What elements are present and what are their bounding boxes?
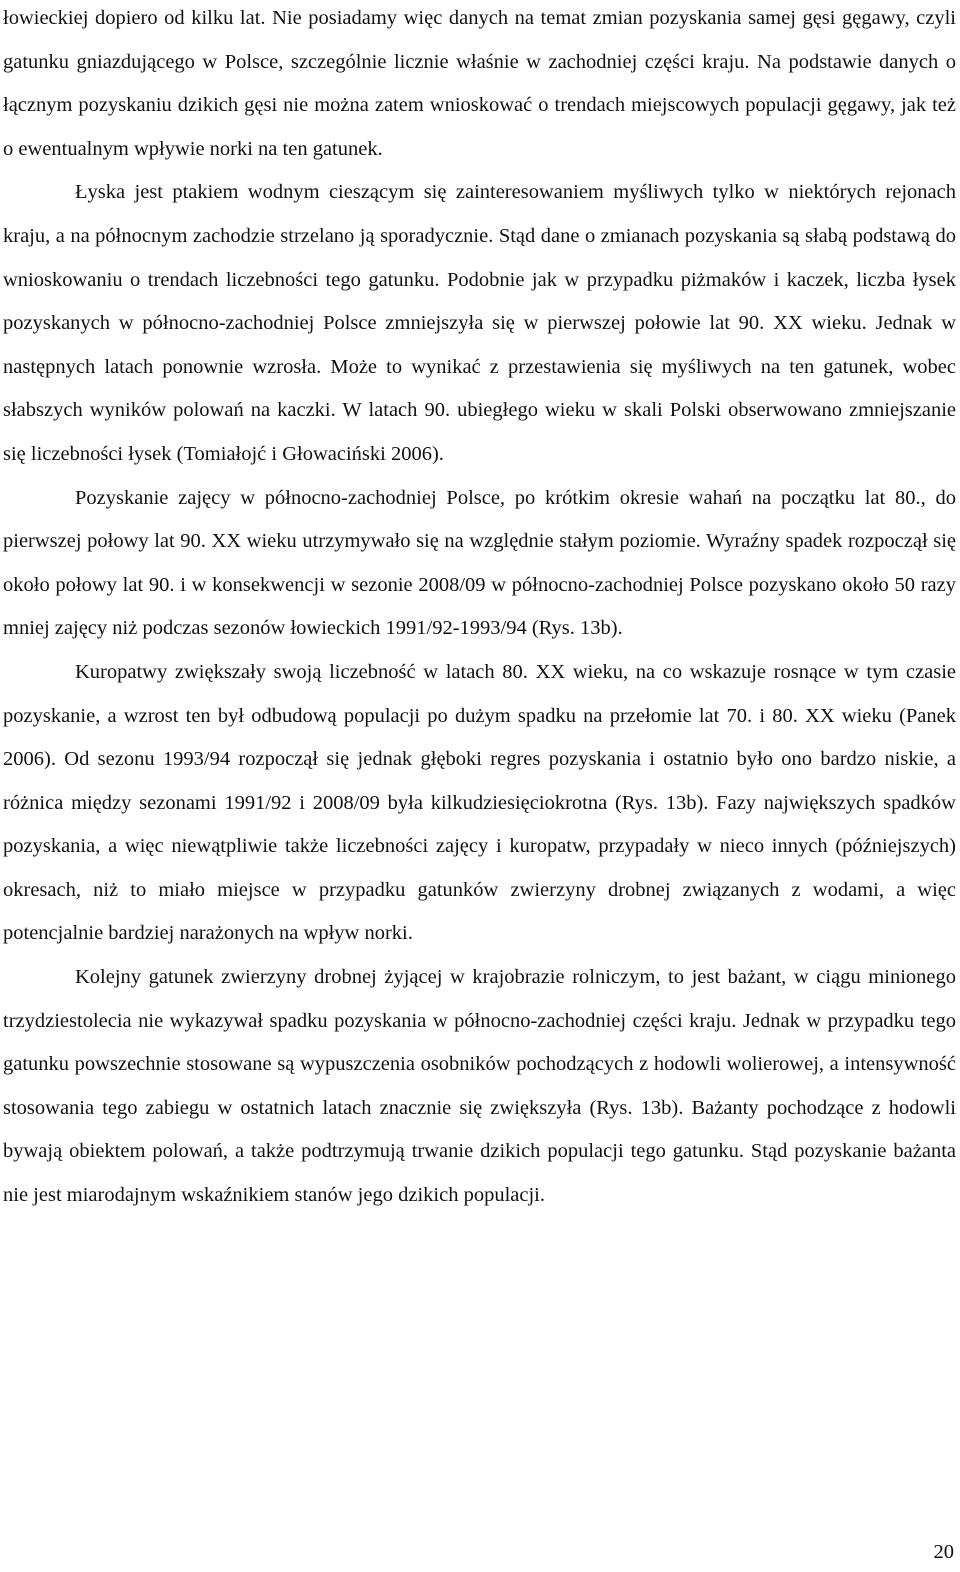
- paragraph-geese: łowieckiej dopiero od kilku lat. Nie posiadamy więc danych na temat zmian pozyskania samej gęsi gęgawy, czyli gatunku gniazdującego w Polsce, szczególnie licznie właśnie w zachodniej części kraju. Na podstawie danych o łącznym pozyskaniu dzikich gęsi nie można zatem wnioskować o trendach miejscowych populacji gęgawy, jak też o ewentualnym wpływie norki na ten gatunek.: [3, 7, 956, 160]
- paragraph-coot: Łyska jest ptakiem wodnym cieszącym się zainteresowaniem myśliwych tylko w niektórych rejonach kraju, a na północnym zachodzie strzelano ją sporadycznie. Stąd dane o zmianach pozyskania są słabą podstawą do wnioskowaniu o trendach liczebności tego gatunku. Podobnie jak w przypadku piżmaków i kaczek, liczba łysek pozyskanych w północno-zachodniej Polsce zmniejszyła się w pierwszej połowie lat 90. XX wieku. Jednak w następnych latach ponownie wzrosła. Może to wynikać z przestawienia się myśliwych na ten gatunek, wobec słabszych wyników polowań na kaczki. W latach 90. ubiegłego wieku w skali Polski obserwowano zmniejszanie się liczebności łysek (Tomiałojć i Głowaciński 2006).: [3, 181, 956, 465]
- paragraph-hare: Pozyskanie zajęcy w północno-zachodniej Polsce, po krótkim okresie wahań na początku lat 80., do pierwszej połowy lat 90. XX wieku utrzymywało się na względnie stałym poziomie. Wyraźny spadek rozpoczął się około połowy lat 90. i w konsekwencji w sezonie 2008/09 w północno-zachodniej Polsce pozyskano około 50 razy mniej zajęcy niż podczas sezonów łowieckich 1991/92-1993/94 (Rys. 13b).: [3, 486, 956, 640]
- paragraph-partridge: Kuropatwy zwiększały swoją liczebność w latach 80. XX wieku, na co wskazuje rosnące w tym czasie pozyskanie, a wzrost ten był odbudową populacji po dużym spadku na przełomie lat 70. i 80. XX wieku (Panek 2006). Od sezonu 1993/94 rozpoczął się jednak głęboki regres pozyskania i ostatnio było ono bardzo niskie, a różnica między sezonami 1991/92 i 2008/09 była kilkudziesięciokrotna (Rys. 13b). Fazy największych spadków pozyskania, a więc niewątpliwie także liczebności zajęcy i kuropatw, przypadały w nieco innych (późniejszych) okresach, niż to miało miejsce w przypadku gatunków zwierzyny drobnej związanych z wodami, a więc potencjalnie bardziej narażonych na wpływ norki.: [3, 660, 956, 945]
- page-number: 20: [933, 1541, 954, 1563]
- document-body: [3, 0, 956, 1218]
- paragraph-pheasant: Kolejny gatunek zwierzyny drobnej żyjącej w krajobrazie rolniczym, to jest bażant, w ciągu minionego trzydziestolecia nie wykazywał spadku pozyskania w północno-zachodniej części kraju. Jednak w przypadku tego gatunku powszechnie stosowane są wypuszczenia osobników pochodzących z hodowli wolierowej, a intensywność stosowania tego zabiegu w ostatnich latach znacznie się zwiększyła (Rys. 13b). Bażanty pochodzące z hodowli bywają obiektem polowań, a także podtrzymują trwanie dzikich populacji tego gatunku. Stąd pozyskanie bażanta nie jest miarodajnym wskaźnikiem stanów jego dzikich populacji.: [3, 966, 956, 1207]
